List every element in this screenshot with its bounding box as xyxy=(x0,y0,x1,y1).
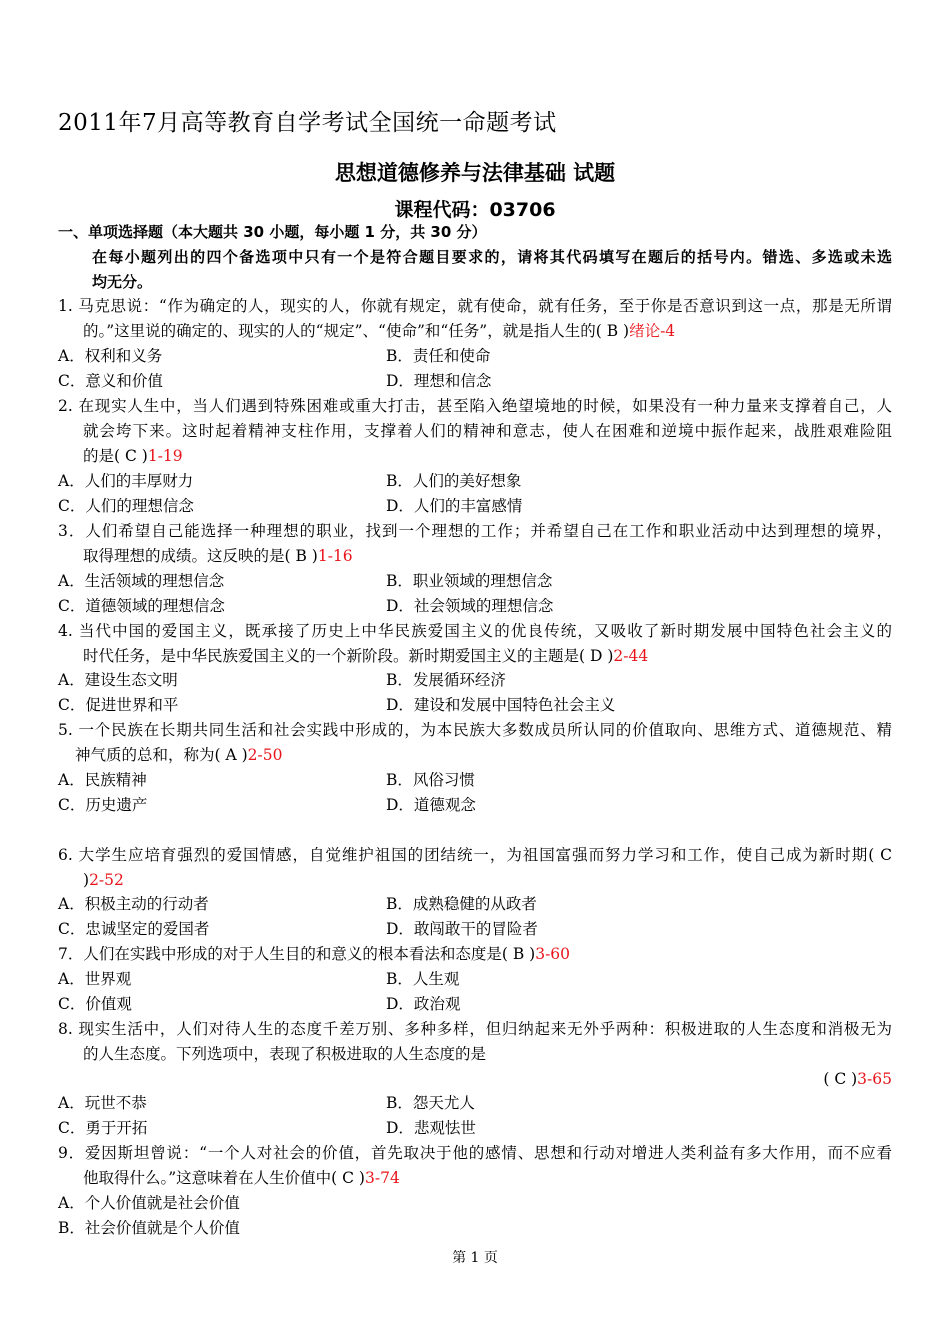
question-6-ref: 2-52 xyxy=(89,871,124,889)
question-7-option-c: C．价值观 xyxy=(58,995,132,1013)
question-9-option-b: B．社会价值就是个人价值 xyxy=(58,1219,240,1237)
question-7-line1 xyxy=(58,944,570,964)
question-8-option-b: B．怨天尤人 xyxy=(386,1094,475,1112)
course-code: 课程代码：03706 xyxy=(394,199,556,221)
question-8-answer: ( C ) xyxy=(823,1070,858,1088)
question-7-text: 7．人们在实践中形成的对于人生目的和意义的根本看法和态度是( B ) xyxy=(58,945,536,963)
question-4-line1: 4. 当代中国的爱国主义，既承接了历史上中华民族爱国主义的优良传统，又吸收了新时期发展中国特色社会主义的 xyxy=(58,622,892,640)
question-2-line3 xyxy=(83,446,183,466)
question-2-line2: 就会垮下来。这时起着精神支柱作用，支撑着人们的精神和意志，使人在困难和逆境中振作起来，战胜艰难险阻 xyxy=(83,422,892,440)
question-4-option-d: D．建设和发展中国特色社会主义 xyxy=(386,696,616,714)
question-3-option-a: A．生活领域的理想信念 xyxy=(58,572,225,590)
page-number: 第 1 页 xyxy=(452,1250,498,1266)
question-8-line1: 8. 现实生活中，人们对待人生的态度千差万别、多种多样，但归纳起来无外乎两种：积极进取的人生态度和消极无为 xyxy=(58,1020,892,1038)
question-3-ref: 1-16 xyxy=(317,547,353,565)
section-instruction-line1: 在每小题列出的四个备选项中只有一个是符合题目要求的，请将其代码填写在题后的括号内。错选、多选或未选 xyxy=(92,248,892,266)
question-9-option-a: A．个人价值就是社会价值 xyxy=(58,1194,240,1212)
question-1-option-d: D．理想和信念 xyxy=(386,372,492,390)
question-6-option-b: B．成熟稳健的从政者 xyxy=(386,895,537,913)
question-8-line2: 的人生态度。下列选项中，表现了积极进取的人生态度的是 xyxy=(83,1045,487,1063)
question-4-text: 时代任务，是中华民族爱国主义的一个新阶段。新时期爱国主义的主题是( D ) xyxy=(83,647,614,665)
question-7-option-a: A．世界观 xyxy=(58,970,132,988)
question-5-line2 xyxy=(75,745,282,765)
question-3-line2 xyxy=(83,546,353,566)
question-3-option-c: C．道德领域的理想信念 xyxy=(58,597,225,615)
question-2-text: 的是( C ) xyxy=(83,447,148,465)
question-8-ref: 3-65 xyxy=(857,1070,892,1088)
question-3-option-b: B．职业领域的理想信念 xyxy=(386,572,553,590)
question-7-ref: 3-60 xyxy=(535,945,571,963)
question-6-option-c: C．忠诚坚定的爱国者 xyxy=(58,920,210,938)
question-9-line2 xyxy=(83,1168,400,1188)
question-8-line3 xyxy=(823,1069,892,1089)
question-9-ref: 3-74 xyxy=(364,1169,400,1187)
question-4-option-c: C．促进世界和平 xyxy=(58,696,179,714)
question-2-option-c: C．人们的理想信念 xyxy=(58,497,194,515)
question-8-option-d: D．悲观怯世 xyxy=(386,1119,476,1137)
question-1-option-b: B．责任和使命 xyxy=(386,347,491,365)
question-4-option-b: B．发展循环经济 xyxy=(386,671,506,689)
question-1-option-c: C．意义和价值 xyxy=(58,372,163,390)
question-4-ref: 2-44 xyxy=(613,647,649,665)
question-1-option-a: A．权利和义务 xyxy=(58,347,163,365)
question-1-line2 xyxy=(83,321,675,341)
question-2-option-b: B．人们的美好想象 xyxy=(386,472,522,490)
question-8-option-a: A．玩世不恭 xyxy=(58,1094,147,1112)
question-3-line1: 3．人们希望自己能选择一种理想的职业，找到一个理想的工作；并希望自己在工作和职业活动中达到理想的境界， xyxy=(58,522,892,540)
question-3-option-d: D．社会领域的理想信念 xyxy=(386,597,554,615)
question-7-option-b: B．人生观 xyxy=(386,970,460,988)
question-6-line2 xyxy=(83,870,124,890)
section-instruction-line2: 均无分。 xyxy=(92,273,153,291)
question-1-text: 的。”这里说的确定的、现实的人的“规定”、“使命”和“任务”，就是指人生的( B ) xyxy=(83,322,630,340)
question-6-text: ) xyxy=(83,871,90,889)
question-2-line1: 2. 在现实人生中，当人们遇到特殊困难或重大打击，甚至陷入绝望境地的时候，如果没有一种力量来支撑着自己，人 xyxy=(58,397,892,415)
question-6-option-a: A．积极主动的行动者 xyxy=(58,895,209,913)
question-5-line1: 5. 一个民族在长期共同生活和社会实践中形成的，为本民族大多数成员所认同的价值取向、思维方式、道德规范、精 xyxy=(58,721,892,739)
question-2-option-a: A．人们的丰厚财力 xyxy=(58,472,194,490)
question-5-option-a: A．民族精神 xyxy=(58,771,147,789)
question-4-option-a: A．建设生态文明 xyxy=(58,671,178,689)
question-5-option-c: C．历史遗产 xyxy=(58,796,148,814)
question-9-line1: 9．爱因斯坦曾说：“一个人对社会的价值，首先取决于他的感情、思想和行动对增进人类利益有多大作用，而不应看 xyxy=(58,1144,892,1162)
question-1-ref: 绪论-4 xyxy=(629,322,676,340)
question-7-option-d: D．政治观 xyxy=(386,995,461,1013)
question-5-ref: 2-50 xyxy=(247,746,283,764)
question-1-line1: 1. 马克思说：“作为确定的人，现实的人，你就有规定，就有使命，就有任务，至于你是否意识到这一点，那是无所谓 xyxy=(58,297,892,315)
question-8-option-c: C．勇于开拓 xyxy=(58,1119,148,1137)
question-6-option-d: D．敢闯敢干的冒险者 xyxy=(386,920,538,938)
question-9-text: 他取得什么。”这意味着在人生价值中( C ) xyxy=(83,1169,365,1187)
exam-title: 2011年7月高等教育自学考试全国统一命题考试 xyxy=(58,110,557,136)
question-2-ref: 1-19 xyxy=(147,447,183,465)
question-6-line1: 6. 大学生应培育强烈的爱国情感，自觉维护祖国的团结统一，为祖国富强而努力学习和工作，使自己成为新时期( C xyxy=(58,846,892,864)
question-5-option-b: B．风俗习惯 xyxy=(386,771,475,789)
section-heading: 一、单项选择题（本大题共 30 小题，每小题 1 分，共 30 分） xyxy=(58,223,487,241)
question-5-text: 神气质的总和，称为( A ) xyxy=(75,746,248,764)
question-3-text: 取得理想的成绩。这反映的是( B ) xyxy=(83,547,318,565)
question-2-option-d: D．人们的丰富感情 xyxy=(386,497,523,515)
subject-title: 思想道德修养与法律基础 试题 xyxy=(334,161,616,185)
question-5-option-d: D．道德观念 xyxy=(386,796,476,814)
question-4-line2 xyxy=(83,646,648,666)
